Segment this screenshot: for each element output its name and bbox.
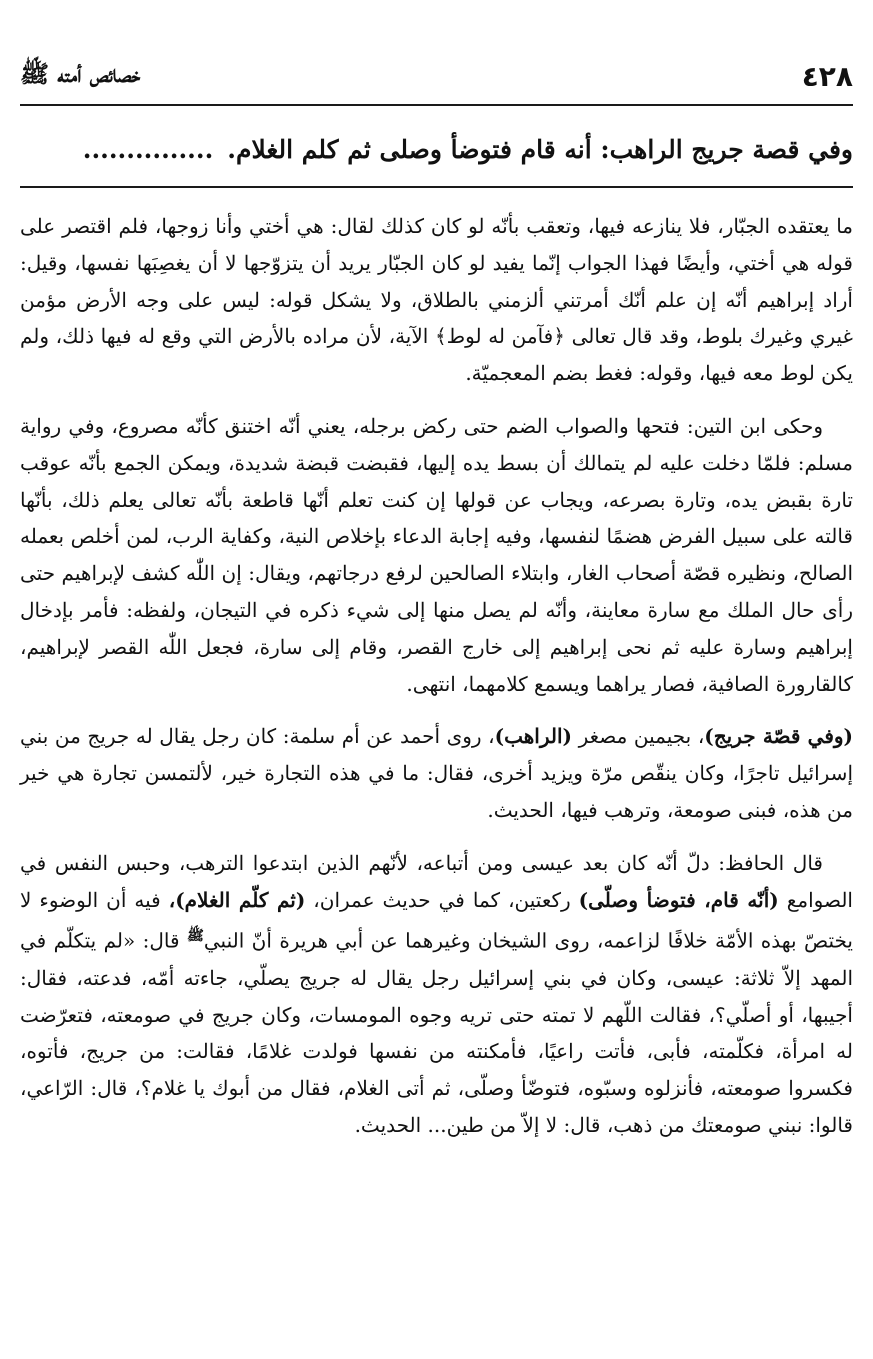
page-header bbox=[20, 54, 853, 98]
commentary-text: ، بجيمين مصغر bbox=[572, 724, 705, 749]
commentary-paragraph bbox=[20, 845, 853, 1144]
matn-rule bbox=[20, 186, 853, 188]
book-page bbox=[20, 0, 853, 1359]
salutation-symbol: ﷺ bbox=[186, 928, 204, 945]
commentary-text: قال الحافظ: دلّ أنّه كان بعد عيسى ومن أتباعه، لأنّهم الذين ابتدعوا الترهب، وحبس النفس في الصوامع bbox=[20, 850, 853, 912]
page-number: ٤٢٨ bbox=[801, 59, 853, 93]
commentary-text: ركعتين، كما في حديث عمران، bbox=[305, 887, 579, 912]
commentary-text: قال: «لم يتكلّم في المهد إلاّ ثلاثة: عيسى، وكان في بني إسرائيل رجل يقال له جريج يصلّي، جاءته أمّه، فدعته، فقال: أجيبها، أو أصلّي؟، فقالت اللّهم لا تمته حتى تريه وجوه المومسات، وكان جريج في صومعته، فتعرّضت له امرأة، فكلّمته، فأبى، فأتت راعيًا، فأمكنته من نفسها فولدت غلامًا، فقالت: من جريج، فأتوه، فكسروا صومعته، فأنزلوه وسبّوه، فتوضّأ وصلّى، ثم أتى الغلام، فقال من أبوك يا غلام؟، قال: الرّاعي، قالوا: نبني صومعتك من ذهب، قال: لا إلاّ من طين... الحديث. bbox=[20, 929, 853, 1137]
header-rule bbox=[20, 104, 853, 106]
quoted-matn-fragment: (أنّه قام، فتوضأ وصلّى) bbox=[578, 887, 779, 912]
matn-text bbox=[20, 130, 853, 170]
commentary-paragraph bbox=[20, 718, 853, 828]
quoted-matn-fragment: (ثم كلّم الغلام)، bbox=[168, 887, 306, 912]
commentary-text: فيه أن الوضوء لا يختصّ بهذه الأمّة خلافًا لزاعمه، روى الشيخان وغيرهما عن أبي هريرة أنّ النبي bbox=[20, 887, 853, 953]
commentary-paragraph: ما يعتقده الجبّار، فلا ينازعه فيها، وتعقب بأنّه لو كان كذلك لقال: هي أختي وأنا زوجها، فلم اقتصر على قوله هي أختي، وأيضًا فهذا الجواب إنّما يفيد لو كان الجبّار يريد أن يتزوّجها لا أن يغصِبَها نفسها، وقيل: أراد إبراهيم أنّه إن علم أنّك أمرتني ألزمني بالطلاق، ولا يشكل قوله: ليس على وجه الأرض مؤمن غيري وغيرك بلوط، وقد قال تعالى ﴿فآمن له لوط﴾ الآية، لأن مراده بالأرض التي وقع له فيها ذلك، ولم يكن لوط معه فيها، وقوله: فغط بضم المعجميّة. bbox=[20, 214, 854, 386]
commentary-body bbox=[20, 208, 853, 1160]
quoted-matn-fragment: (وفي قصّة جريج) bbox=[704, 724, 853, 749]
running-title: خصائص أمته ﷺ bbox=[20, 58, 141, 88]
commentary-paragraph: وحكى ابن التين: فتحها والصواب الضم حتى ركض برجله، يعني أنّه اختنق كأنّه مصروع، وفي رواية مسلم: فلمّا دخلت عليه لم يتمالك أن بسط يده إليها، فقبضت قبضة شديدة، ويمكن الجمع بأنّه عوقب تارة بقبض يده، وتارة بصرعه، ويجاب عن قولها إن كنت تعلم أنّها قاطعة بأنّه تعالى يعلم ذلك، بأنّها قالته على سبيل الفرض هضمًا لنفسها، وفيه إجابة الدعاء بإخلاص النية، وكفاية الرب، لمن أخلص بعمله الصالح، ونظيره قصّة أصحاب الغار، وابتلاء الصالحين لرفع درجاتهم، ويقال: إن اللّٰه كشف لإبراهيم حتى رأى حال الملك مع سارة معاينة، وأنّه لم يصل منها إلى شيء ذكره في التيجان، ولفظه: فأمر بإدخال إبراهيم وسارة عليه ثم نحى إبراهيم إلى خارج القصر، وقام إلى سارة، فجعل اللّٰه القصر لإبراهيم، كالقارورة الصافية، فصار يراهما ويسمع كلامهما، انتهى. bbox=[20, 413, 853, 696]
quoted-matn-fragment: (الراهب) bbox=[494, 724, 572, 749]
matn-dots: ............... bbox=[82, 135, 214, 164]
commentary-text: ، روى أحمد عن أم سلمة: كان رجل يقال له جريج من بني إسرائيل تاجرًا، وكان ينقّص مرّة ويزيد أخرى، فقال: ما في هذه التجارة خير، لألتمسن تجارة هي خير من هذه، فبنى صومعة، وترهب فيها، الحديث. bbox=[20, 724, 853, 822]
matn-sentence: وفي قصة جريج الراهب: أنه قام فتوضأ وصلى ثم كلم الغلام. bbox=[227, 135, 853, 164]
